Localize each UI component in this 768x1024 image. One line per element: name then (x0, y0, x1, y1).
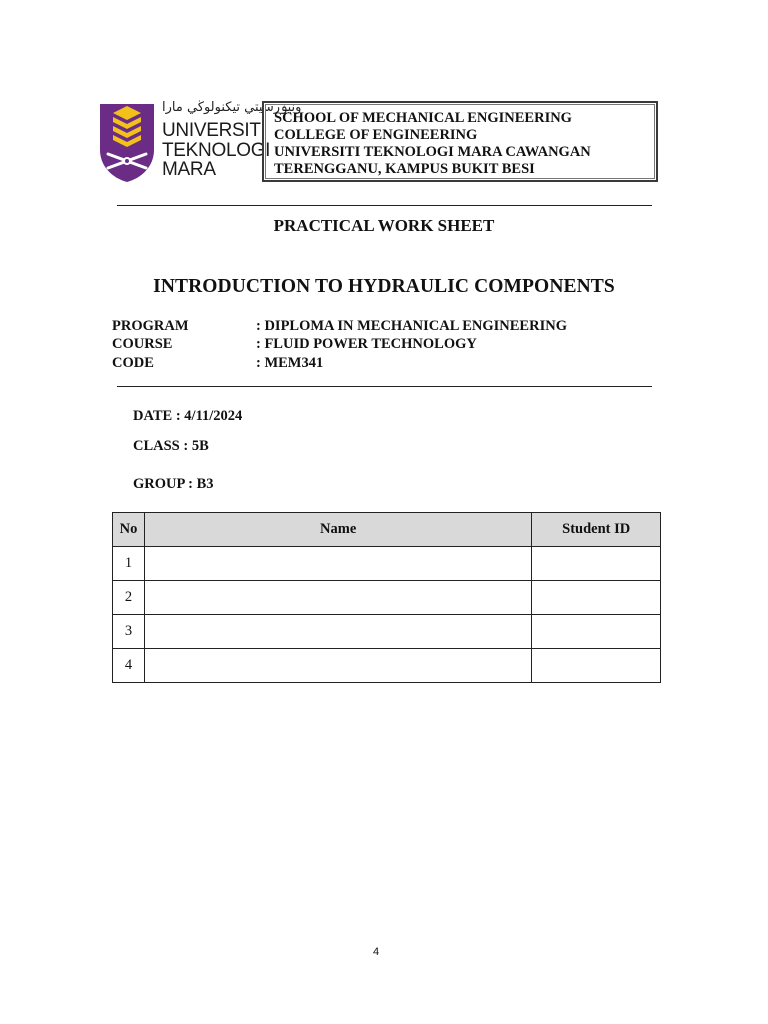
logo-word-teknologi: TEKNOLOGI (162, 140, 271, 161)
row-no: 1 (113, 547, 145, 581)
info-label: PROGRAM (112, 318, 189, 334)
row-student-id-cell[interactable] (532, 615, 661, 649)
school-info-box (262, 101, 658, 182)
date-field: DATE : 4/11/2024 (133, 408, 243, 424)
group-field: GROUP : B3 (133, 476, 214, 492)
row-no: 4 (113, 649, 145, 683)
table-row (113, 615, 661, 649)
row-student-id-cell[interactable] (532, 581, 661, 615)
class-field: CLASS : 5B (133, 438, 209, 454)
header-no: No (113, 513, 145, 547)
campus-line: TERENGGANU, KAMPUS BUKIT BESI (274, 161, 535, 177)
main-title: INTRODUCTION TO HYDRAULIC COMPONENTS (153, 276, 615, 297)
header-name: Name (144, 513, 531, 547)
info-label: CODE (112, 355, 154, 371)
header-divider (117, 205, 652, 206)
info-divider (117, 386, 652, 387)
row-name-cell[interactable] (144, 615, 531, 649)
table-row (113, 581, 661, 615)
info-value: : MEM341 (256, 355, 324, 371)
row-student-id-cell[interactable] (532, 649, 661, 683)
row-no: 3 (113, 615, 145, 649)
row-name-cell[interactable] (144, 547, 531, 581)
row-student-id-cell[interactable] (532, 547, 661, 581)
logo-jawi-text: ونيۏرسيتي تيكنولوڬي مارا (162, 100, 302, 115)
group-members-table (112, 512, 661, 683)
row-no: 2 (113, 581, 145, 615)
university-line: UNIVERSITI TEKNOLOGI MARA CAWANGAN (274, 144, 591, 160)
row-name-cell[interactable] (144, 649, 531, 683)
university-crest-icon (96, 98, 158, 184)
table-row (113, 547, 661, 581)
table-header-row (113, 513, 661, 547)
info-value: : DIPLOMA IN MECHANICAL ENGINEERING (256, 318, 567, 334)
info-value: : FLUID POWER TECHNOLOGY (256, 336, 477, 352)
info-label: COURSE (112, 336, 173, 352)
table-row (113, 649, 661, 683)
row-name-cell[interactable] (144, 581, 531, 615)
page-number: 4 (372, 946, 380, 958)
school-line: SCHOOL OF MECHANICAL ENGINEERING (274, 110, 572, 126)
logo-word-mara: MARA (162, 159, 216, 180)
college-line: COLLEGE OF ENGINEERING (274, 127, 478, 143)
university-logo (96, 98, 302, 184)
logo-word-universiti: UNIVERSITI (162, 120, 266, 141)
sheet-title: PRACTICAL WORK SHEET (273, 216, 495, 235)
header-student-id: Student ID (532, 513, 661, 547)
